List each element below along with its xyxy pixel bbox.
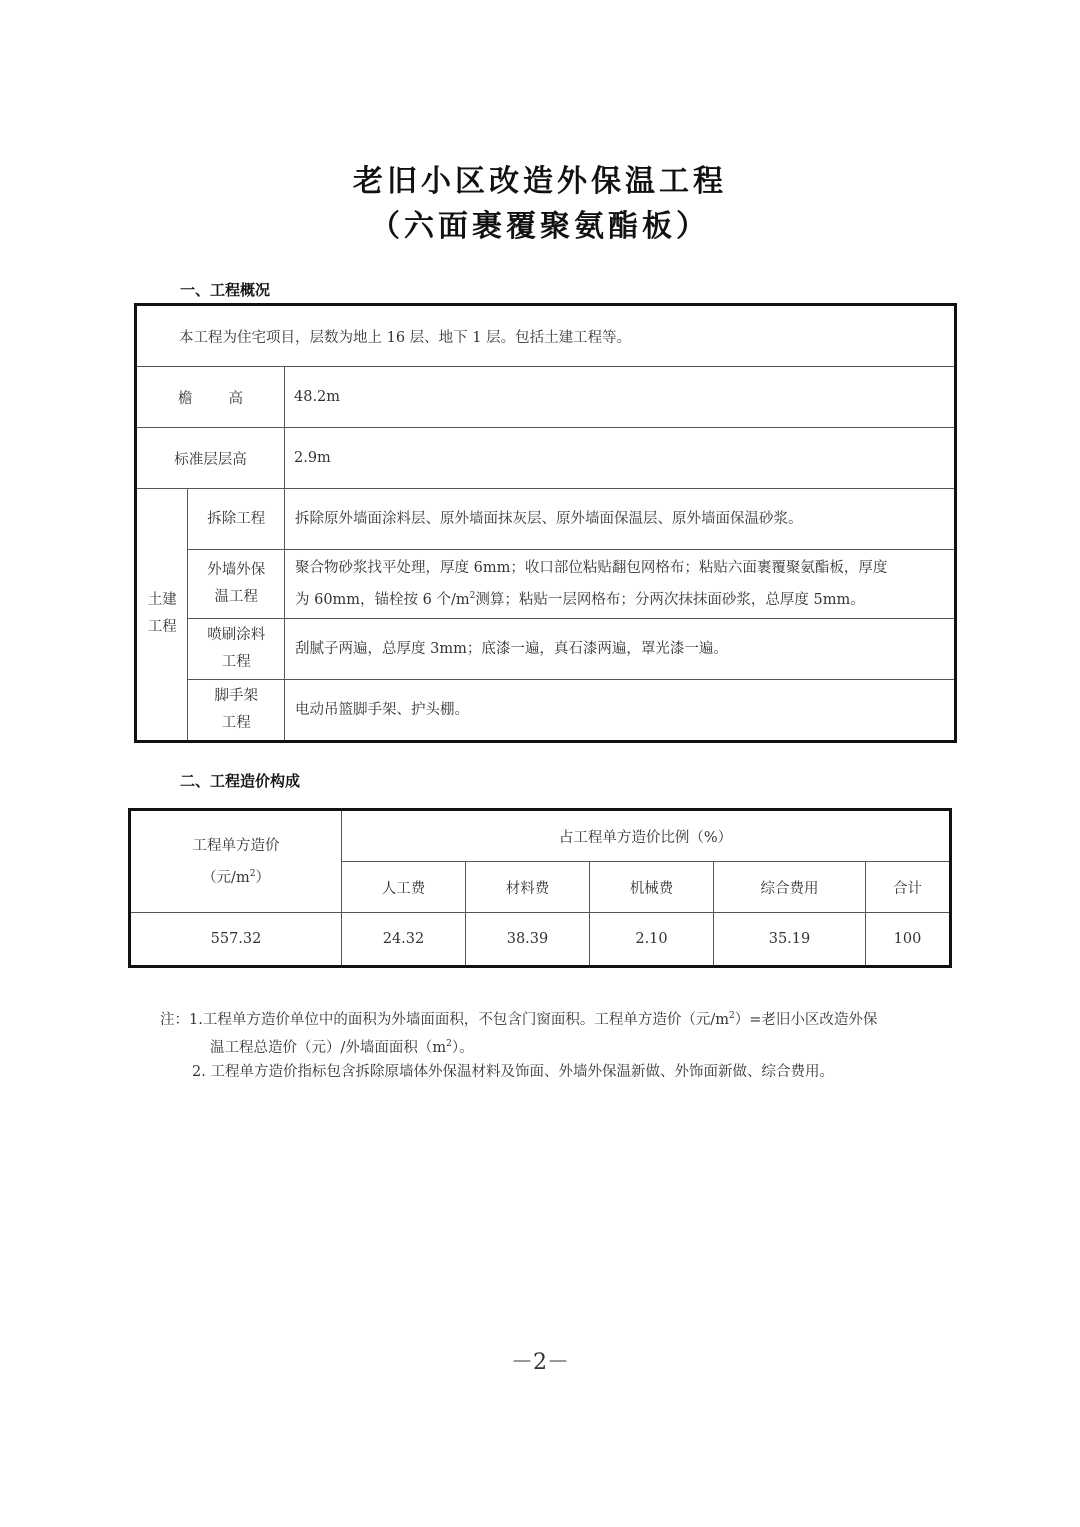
table-row <box>136 489 956 550</box>
scaffold-detail: 电动吊篮脚手架、护头棚。 <box>285 679 956 741</box>
page-number: －2－ <box>511 1350 569 1375</box>
table-row <box>136 367 956 428</box>
ratio-header: 占工程单方造价比例（%） <box>342 810 951 862</box>
table-row <box>136 428 956 489</box>
superscript: 2 <box>728 1011 735 1021</box>
civil-label-line: 土建 <box>147 592 177 609</box>
coating-label-line: 工程 <box>221 653 251 670</box>
superscript: 2 <box>249 868 256 879</box>
scaffold-label-line: 工程 <box>221 714 251 731</box>
table-row <box>136 305 956 367</box>
insulation-label-line: 温工程 <box>214 588 258 605</box>
unit-text: ） <box>255 869 270 886</box>
insulation-label-line: 外墙外保 <box>207 561 266 578</box>
civil-works-group-label <box>136 489 188 742</box>
col-overhead: 综合费用 <box>714 862 866 913</box>
total-value: 100 <box>866 913 951 967</box>
col-material: 材料费 <box>466 862 590 913</box>
unit-cost-label: 工程单方造价 <box>192 837 280 854</box>
section2-heading: 二、工程造价构成 <box>180 772 301 790</box>
project-intro: 本工程为住宅项目，层数为地上 16 层、地下 1 层。包括土建工程等。 <box>136 305 956 367</box>
project-overview-table <box>134 303 957 743</box>
demolition-label: 拆除工程 <box>188 489 285 550</box>
table-row <box>136 618 956 679</box>
cost-composition-table <box>128 808 952 968</box>
eave-label-char: 高 <box>228 390 243 407</box>
col-labor: 人工费 <box>342 862 466 913</box>
machinery-value: 2.10 <box>590 913 714 967</box>
document-title: 老旧小区改造外保温工程 <box>353 164 727 199</box>
civil-label-line: 工程 <box>147 619 177 636</box>
detail-text: 测算；粘贴一层网格布；分两次抹抹面砂浆，总厚度 5mm。 <box>475 591 865 608</box>
demolition-detail: 拆除原外墙面涂料层、原外墙面抹灰层、原外墙面保温层、原外墙面保温砂浆。 <box>285 489 956 550</box>
unit-cost-header <box>130 810 342 913</box>
coating-detail: 刮腻子两遍，总厚度 3mm；底漆一遍，真石漆两遍，罩光漆一遍。 <box>285 618 956 679</box>
labor-value: 24.32 <box>342 913 466 967</box>
coating-label-line: 喷刷涂料 <box>207 626 266 643</box>
table-header-row <box>130 810 951 862</box>
std-floor-height-value: 2.9m <box>285 428 956 489</box>
note-text: ）。 <box>451 1039 474 1056</box>
std-floor-height-label: 标准层层高 <box>136 428 285 489</box>
overhead-value: 35.19 <box>714 913 866 967</box>
col-machinery: 机械费 <box>590 862 714 913</box>
superscript: 2 <box>469 591 476 601</box>
document-subtitle: （六面裹覆聚氨酯板） <box>370 209 710 244</box>
insulation-detail <box>285 550 956 619</box>
insulation-label <box>188 550 285 619</box>
insulation-detail-line: 聚合物砂浆找平处理，厚度 6mm；收口部位粘贴翻包网格布；粘贴六面裹覆聚氨酯板，厚度 <box>295 560 888 576</box>
detail-text: 为 60mm，锚栓按 6 个/m <box>295 591 470 608</box>
note-1-line-1 <box>160 1004 960 1032</box>
eave-height-label <box>136 367 285 428</box>
insulation-detail-line <box>295 582 944 614</box>
unit-cost-value: 557.32 <box>130 913 342 967</box>
table-row <box>136 679 956 741</box>
note-text: ）=老旧小区改造外保 <box>734 1011 878 1028</box>
scaffold-label-line: 脚手架 <box>214 687 258 704</box>
section1-heading: 一、工程概况 <box>180 281 271 299</box>
material-value: 38.39 <box>466 913 590 967</box>
scaffold-label <box>188 679 285 741</box>
note-text: 注：1.工程单方造价单位中的面积为外墙面面积，不包含门窗面积。工程单方造价（元/m <box>160 1011 729 1028</box>
eave-label-char: 檐 <box>178 390 193 407</box>
unit-text: （元/m <box>202 869 250 886</box>
table-row <box>130 913 951 967</box>
unit-cost-unit <box>132 860 340 892</box>
note-text: 温工程总造价（元）/外墙面面积（m <box>210 1039 447 1056</box>
notes <box>160 1004 960 1084</box>
note-2: 2. 工程单方造价指标包含拆除原墙体外保温材料及饰面、外墙外保温新做、外饰面新做、综合费用。 <box>192 1063 834 1080</box>
note-1-line-2 <box>160 1032 960 1060</box>
superscript: 2 <box>446 1038 452 1049</box>
table-row <box>136 550 956 619</box>
coating-label <box>188 618 285 679</box>
eave-height-value: 48.2m <box>285 367 956 428</box>
col-total: 合计 <box>866 862 951 913</box>
